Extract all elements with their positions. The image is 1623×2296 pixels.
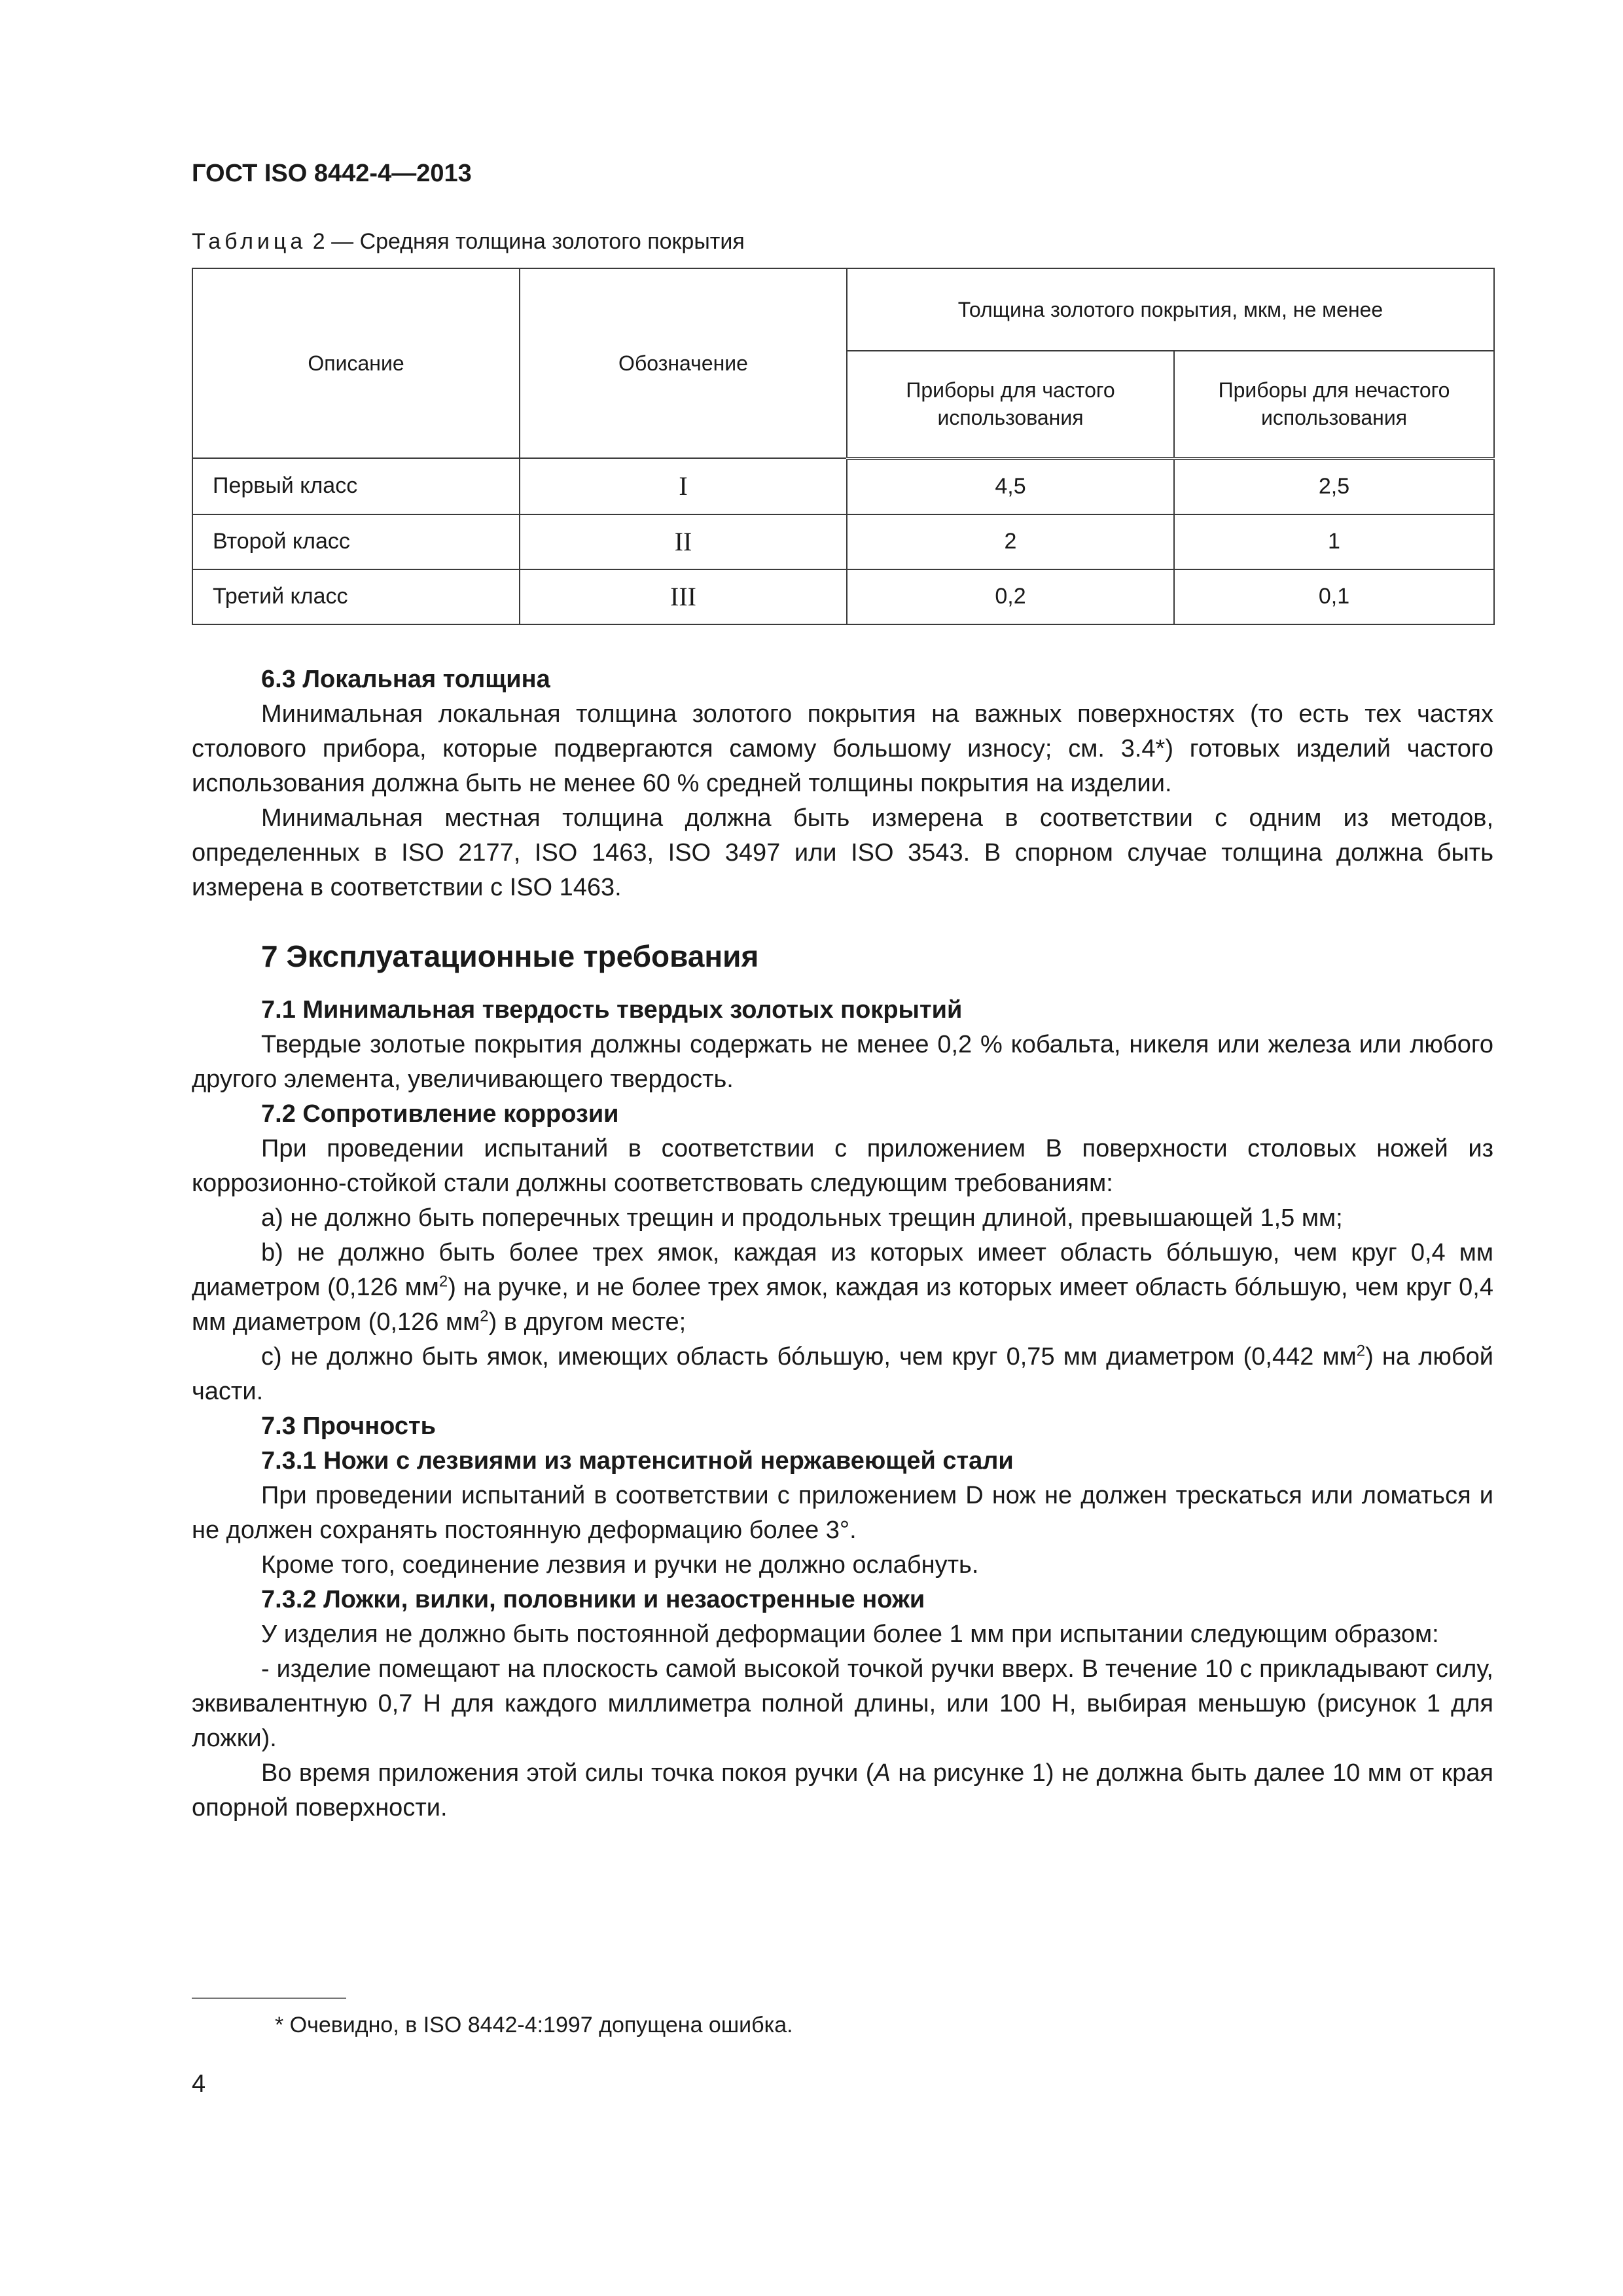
paragraph: Твердые золотые покрытия должны содержать не менее 0,2 % кобальта, никеля или железа или любого другого элемента, увеличивающего твердость. <box>192 1031 1493 1093</box>
section-heading: 7.2 Сопротивление коррозии <box>261 1100 619 1128</box>
cell-description: Первый класс <box>192 458 520 514</box>
paragraph: При проведении испытаний в соответствии с приложением D нож не должен трескаться или ломаться и не должен сохранять постоянную деформацию более 3°. <box>192 1482 1493 1544</box>
section-heading: 7.1 Минимальная твердость твердых золотых покрытий <box>261 996 963 1024</box>
cell-designation: III <box>520 569 847 624</box>
table-row <box>192 458 1494 514</box>
section-heading: 7.3 Прочность <box>261 1412 437 1440</box>
cell-designation: II <box>520 514 847 569</box>
section-7-heading: 7 Эксплуатационные требования <box>261 939 759 973</box>
column-header-description: Описание <box>192 268 520 458</box>
paragraph: Кроме того, соединение лезвия и ручки не должно ослабнуть. <box>261 1551 979 1579</box>
cell-frequent: 4,5 <box>847 458 1174 514</box>
paragraph: У изделия не должно быть постоянной деформации более 1 мм при испытании следующим образом: <box>261 1621 1439 1648</box>
paragraph: При проведении испытаний в соответствии с приложением В поверхности столовых ножей из коррозионно-стойкой стали должны соответствовать следующим требованиям: <box>192 1135 1493 1197</box>
cell-infrequent: 2,5 <box>1174 458 1494 514</box>
table-row <box>192 569 1494 624</box>
column-header-infrequent: Приборы для нечастого использования <box>1174 351 1494 458</box>
list-item-c: с) не должно быть ямок, имеющих область бóльшую, чем круг 0,75 мм диаметром (0,442 $мм^2$) на любой части. <box>192 1342 1494 1405</box>
cell-description: Второй класс <box>192 514 520 569</box>
cell-frequent: 0,2 <box>847 569 1174 624</box>
page-number: 4 <box>192 2070 206 2098</box>
table-row <box>192 514 1494 569</box>
cell-description: Третий класс <box>192 569 520 624</box>
column-header-frequent: Приборы для частого использования <box>847 351 1174 458</box>
paragraph: Во время приложения этой силы точка покоя ручки (А на рисунке 1) не должна быть далее 10 мм от края опорной поверхности. <box>192 1759 1493 1821</box>
document-header: ГОСТ ISO 8442-4—2013 <box>192 160 472 187</box>
cell-frequent: 2 <box>847 514 1174 569</box>
footnote: * Очевидно, в ISO 8442-4:1997 допущена ошибка. <box>275 2013 793 2037</box>
column-header-designation: Обозначение <box>520 268 847 458</box>
paragraph: - изделие помещают на плоскость самой высокой точкой ручки вверх. В течение 10 с прикладывают силу, эквивалентную 0,7 Н для каждого миллиметра полной длины, или 100 Н, выбирая меньшую (рисунок 1 для ложки). <box>192 1655 1493 1752</box>
table-caption-label: Таблица <box>192 229 307 254</box>
paragraph: Минимальная локальная толщина золотого покрытия на важных поверхностях (то есть тех частях столового прибора, которые подвергаются самому большому износу; см. 3.4*) готовых изделий частого использования должна быть не менее 60 % средней толщины покрытия на изделии. <box>192 700 1493 797</box>
cell-infrequent: 0,1 <box>1174 569 1494 624</box>
subsection-heading: 7.3.1 Ножи с лезвиями из мартенситной нержавеющей стали <box>261 1447 1014 1475</box>
cell-designation: I <box>520 458 847 514</box>
paragraph: Минимальная местная толщина должна быть измерена в соответствии с одним из методов, определенных в ISO 2177, ISO 1463, ISO 3497 или ISO 3543. В спорном случае толщина должна быть измерена в соответствии с ISO 1463. <box>192 804 1493 901</box>
table-caption-text: 2 — Средняя толщина золотого покрытия <box>312 229 745 254</box>
gold-thickness-table <box>192 268 1495 625</box>
section-heading: 6.3 Локальная толщина <box>261 666 550 693</box>
list-item-a: а) не должно быть поперечных трещин и продольных трещин длиной, превышающей 1,5 мм; <box>261 1204 1343 1232</box>
cell-infrequent: 1 <box>1174 514 1494 569</box>
subsection-heading: 7.3.2 Ложки, вилки, половники и незаостренные ножи <box>261 1586 925 1613</box>
column-header-thickness: Толщина золотого покрытия, мкм, не менее <box>847 268 1494 351</box>
table-caption <box>192 229 745 255</box>
section-6-3 <box>192 662 1493 905</box>
section-7-body <box>192 993 1493 1825</box>
footnote-divider <box>192 1998 346 1999</box>
list-item-b: b) не должно быть более трех ямок, каждая из которых имеет область бóльшую, чем круг 0,4 мм диаметром (0,126 $мм^2$) на ручке, и не более трех ямок, каждая из которых имеет область бóльшую, чем круг 0,4 мм диаметром (0,126 $мм^2$) в другом месте; <box>192 1239 1493 1336</box>
